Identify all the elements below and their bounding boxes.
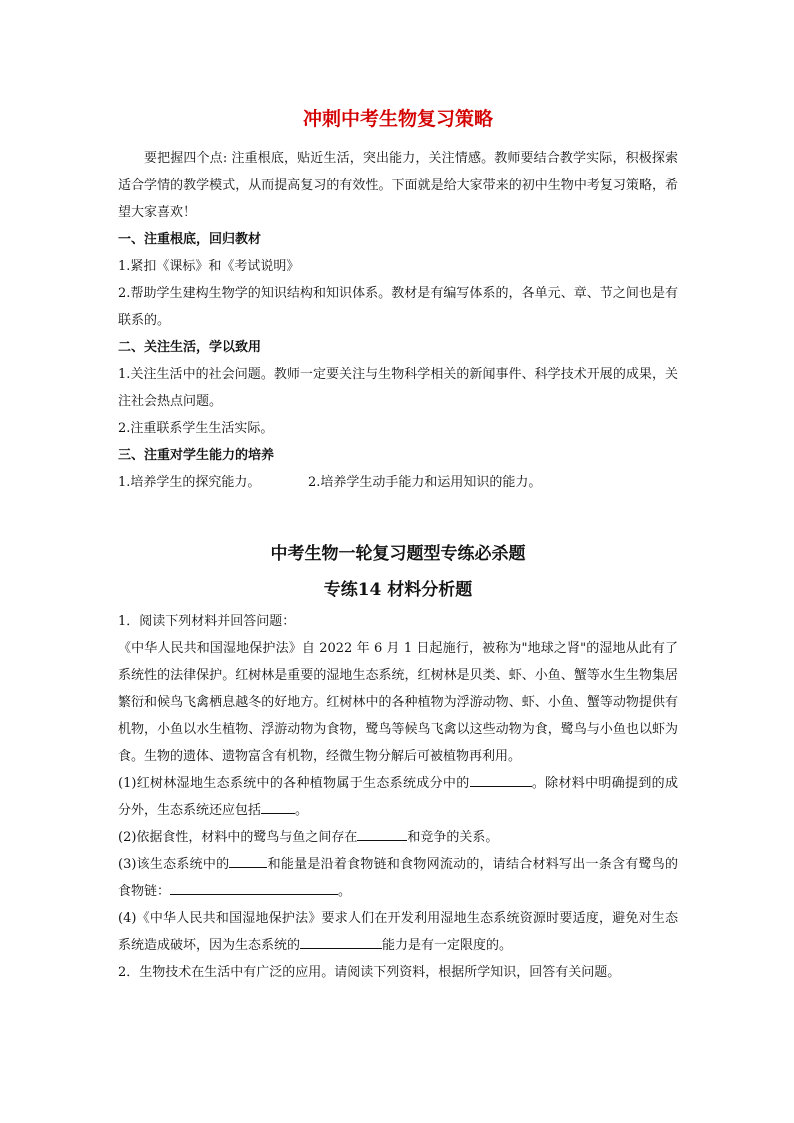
h1-item-1: 1.紧扣《课标》和《考试说明》 [118,259,300,274]
section2-subtitle: 专练14 材料分析题 [323,580,473,600]
heading-1: 一、注重根底，回归教材 [118,232,262,247]
q1-4-text-b: 能力是有一定限度的。 [382,938,513,953]
q1-3-text-a: (3)该生态系统中的 [118,857,230,872]
h1-item-2: 2.帮助学生建构生物学的知识结构和知识体系。教材是有编写体系的，各单元、章、节之间也是有联系的。 [118,286,678,328]
h2-item-1: 1.关注生活中的社会问题。教师一定要关注与生物科学相关的新闻事件、科学技术开展的成果，关注社会热点问题。 [118,367,678,409]
section2-title: 中考生物一轮复习题型专练必杀题 [270,544,526,564]
q1-material: 《中华人民共和国湿地保护法》自 2022 年 6 月 1 日起施行，被称为"地球之肾"的湿地从此有了系统性的法律保护。红树林是重要的湿地生态系统，红树林是贝类、虾、小鱼、蟹等水生生物集居繁衍和候鸟飞禽栖息越冬的好地方。红树林中的各种植物为浮游动物、虾、小鱼、蟹等动物提供有机物，小鱼以水生植物、浮游动物为食物，鹭鸟等候鸟飞禽以这些动物为食，鹭鸟与小鱼也以虾为食。生物的遗体、遗物富含有机物，经微生物分解后可被植物再利用。 [118,641,678,764]
section-spacer [118,496,678,536]
section1-title: 冲刺中考生物复习策略 [302,108,493,130]
intro-paragraph: 要把握四个点: 注重根底，贴近生活，突出能力，关注情感。教师要结合教学实际，积极探索适合学情的教学模式，从而提高复习的有效性。下面就是给大家带来的初中生物中考复习策略，希望大家喜欢！ [118,151,678,220]
blank-1[interactable] [470,772,532,787]
q1-1-text-a: (1)红树林湿地生态系统中的各种植物属于生态系统成分中的 [118,776,470,791]
q2-stem: 2．生物技术在生活中有广泛的应用。请阅读下列资料，根据所学知识，回答有关问题。 [118,965,621,980]
q1-2-text-b: 和竞争的关系。 [407,830,499,845]
heading-3: 三、注重对学生能力的培养 [118,448,275,463]
h3-item-2: 2.培养学生动手能力和运用知识的能力。 [308,475,542,490]
q1-2-text-a: (2)依据食性，材料中的鹭鸟与鱼之间存在 [118,830,358,845]
q1-part1 [118,770,678,824]
q1-1-text-c: 。 [295,803,309,818]
blank-5[interactable] [170,880,338,895]
h3-items-row [118,469,678,496]
q1-part2 [118,824,678,851]
document-content [118,104,678,986]
h2-item-2: 2.注重联系学生生活实际。 [118,421,274,436]
q1-4-text-a: (4)《中华人民共和国湿地保护法》要求人们在开发利用湿地生态系统资源时要适度，避免对生态系统造成破坏，因为生态系统的 [118,911,678,953]
q1-part4 [118,905,678,959]
blank-3[interactable] [357,826,407,841]
q1-1-text-b: 。除材料中明确提到的成分外，生态系统还应包括 [118,776,678,818]
blank-2[interactable] [261,799,295,814]
q1-stem: 1．阅读下列材料并回答问题： [118,614,296,629]
heading-2: 二、关注生活，学以致用 [118,340,262,355]
q1-3-text-c: 。 [338,884,352,899]
blank-6[interactable] [300,934,382,949]
blank-4[interactable] [229,853,267,868]
q1-part3 [118,851,678,905]
h3-item-1: 1.培养学生的探究能力。 [118,475,261,490]
q1-3-text-b: 和能量是沿着食物链和食物网流动的，请结合材料写出一条含有鹭鸟的食物链： [118,857,678,899]
